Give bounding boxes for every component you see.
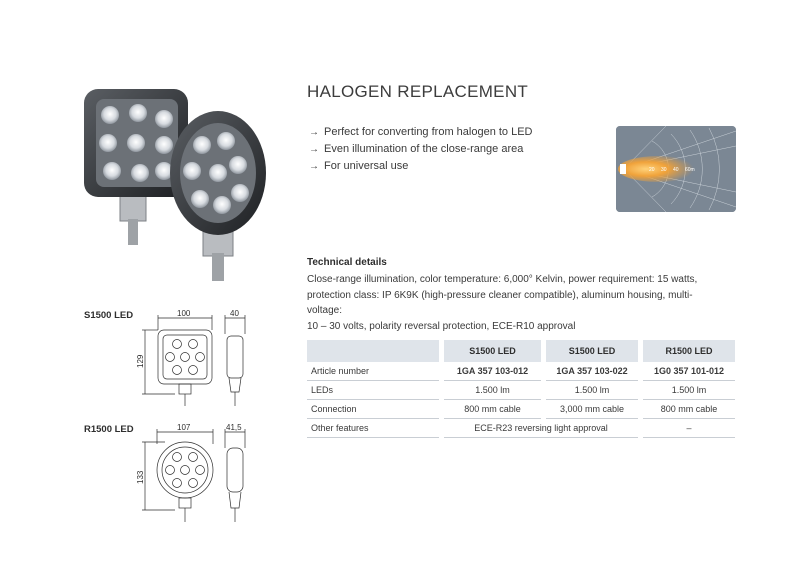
feature-item: → Perfect for converting from halogen to LED: [309, 124, 533, 141]
technical-details-title: Technical details: [307, 257, 387, 268]
table-header-cell: [307, 340, 439, 362]
dimension-depth: 40: [230, 309, 239, 318]
technical-details-text: [307, 272, 727, 334]
row-label: Article number: [307, 362, 439, 381]
row-label: LEDs: [307, 381, 439, 400]
beam-tick: 20: [649, 167, 655, 173]
table-header-cell: S1500 LED: [546, 340, 638, 362]
table-cell: 800 mm cable: [444, 400, 541, 419]
feature-item: → Even illumination of the close-range area: [309, 141, 533, 158]
dimension-drawing-s1500: [135, 308, 265, 413]
table-cell: 1GA 357 103-012: [444, 362, 541, 381]
table-cell-span: ECE-R23 reversing light approval: [444, 419, 638, 438]
table-row: [307, 419, 735, 438]
product-photo: [78, 85, 283, 285]
table-header-row: [307, 340, 735, 362]
table-cell: 1GA 357 103-022: [546, 362, 638, 381]
table-header-cell: R1500 LED: [643, 340, 735, 362]
table-cell: –: [643, 419, 735, 438]
technical-line: Close-range illumination, color temperature: 6,000° Kelvin, power requirement: 15 watts,: [307, 274, 698, 285]
drawing-label-r1500: R1500 LED: [84, 424, 134, 435]
technical-line: 10 – 30 volts, polarity reversal protection, ECE-R10 approval: [307, 320, 576, 332]
dimension-height: 129: [136, 354, 145, 368]
dimension-width: 107: [177, 423, 191, 432]
dimension-depth: 41,5: [226, 423, 242, 432]
dimension-height: 133: [136, 470, 145, 484]
specification-table: [307, 340, 735, 438]
dimension-width: 100: [177, 309, 191, 318]
dimension-drawing-r1500: [135, 422, 265, 527]
table-row: [307, 400, 735, 419]
table-cell: 1.500 lm: [643, 381, 735, 400]
table-cell: 1.500 lm: [444, 381, 541, 400]
technical-line: protection class: IP 6K9K (high-pressure cleaner compatible), aluminum housing, multi-voltage:: [307, 289, 693, 316]
drawing-label-s1500: S1500 LED: [84, 310, 134, 321]
table-row: [307, 381, 735, 400]
row-label: Connection: [307, 400, 439, 419]
row-label: Other features: [307, 419, 439, 438]
table-row: [307, 362, 735, 381]
beam-tick: 30: [661, 167, 667, 173]
feature-list: [309, 124, 533, 175]
table-cell: 3,000 mm cable: [546, 400, 638, 419]
section-heading: HALOGEN REPLACEMENT: [307, 82, 529, 101]
table-cell: 1.500 lm: [546, 381, 638, 400]
beam-tick: 60m: [685, 167, 695, 173]
table-cell: 1G0 357 101-012: [643, 362, 735, 381]
feature-item: → For universal use: [309, 158, 533, 175]
beam-tick: 40: [673, 167, 679, 173]
beam-pattern-diagram: [616, 126, 736, 212]
table-cell: 800 mm cable: [643, 400, 735, 419]
table-header-cell: S1500 LED: [444, 340, 541, 362]
